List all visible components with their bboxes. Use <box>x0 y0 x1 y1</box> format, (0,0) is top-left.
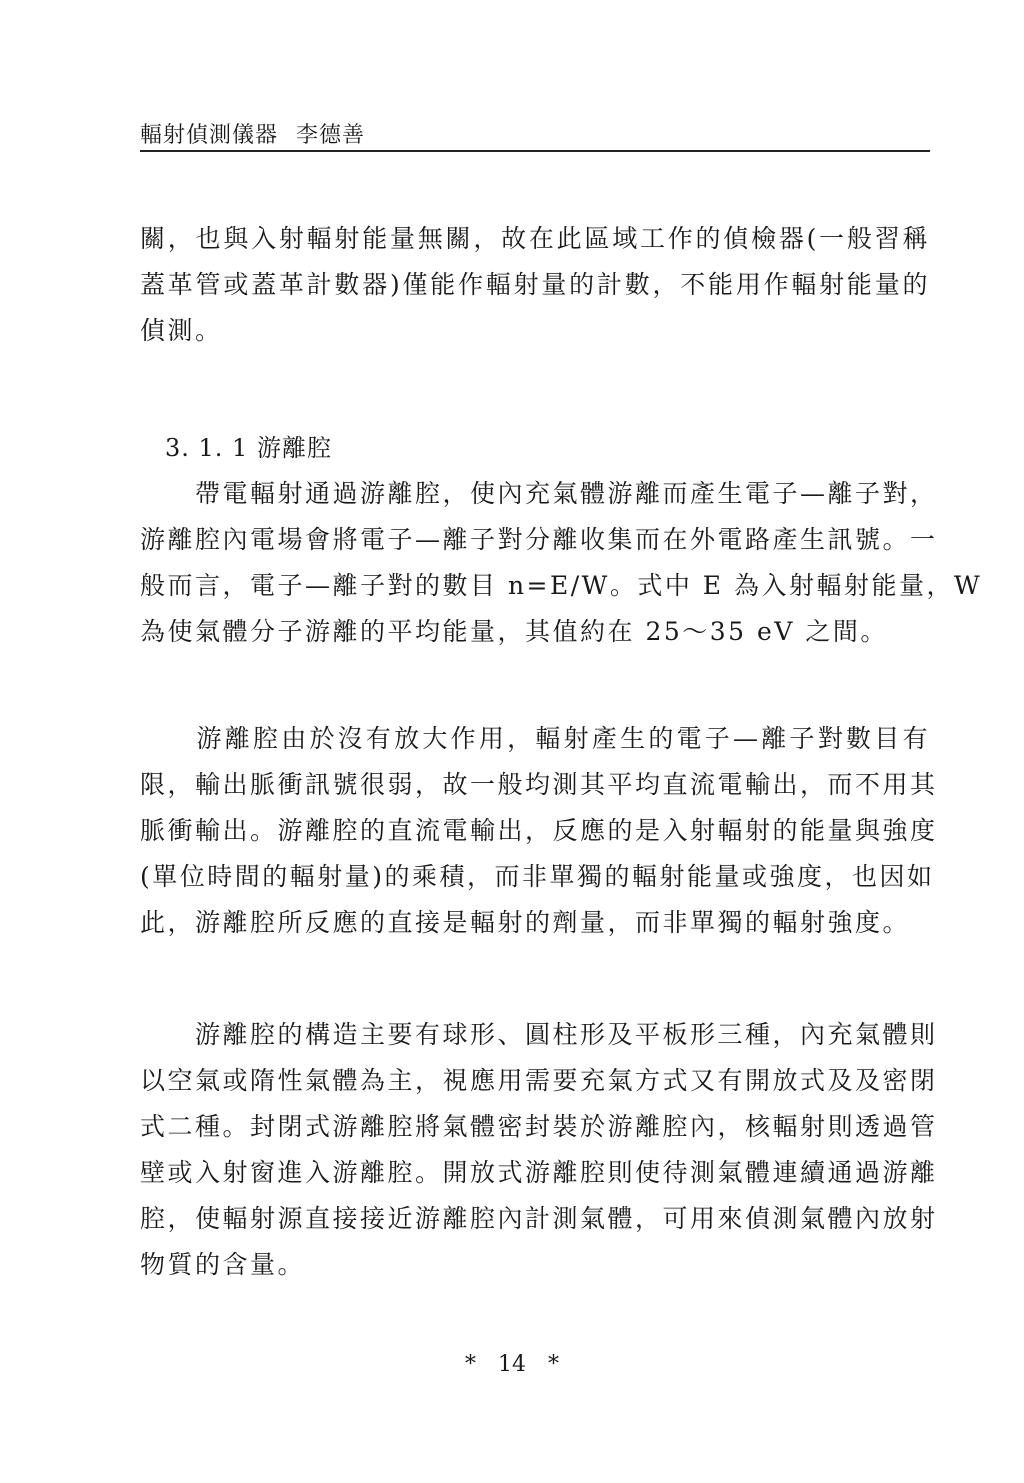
paragraph-line: 壁或入射窗進入游離腔。開放式游離腔則使待測氣體連續通過游離 <box>140 1158 938 1187</box>
intro-paragraph <box>140 216 930 354</box>
paragraph-line: 帶電輻射通過游離腔，使內充氣體游離而產生電子—離子對， <box>140 479 938 508</box>
header-author: 李德善 <box>296 123 366 148</box>
paragraph-line: 以空氣或隋性氣體為主，視應用需要充氣方式又有開放式及及密閉 <box>140 1066 938 1095</box>
page-footer <box>0 1352 1024 1377</box>
paragraph-2 <box>140 716 938 946</box>
paragraph-line: 游離腔由於沒有放大作用，輻射產生的電子—離子對數目有 <box>140 724 930 753</box>
header-title: 輻射偵測儀器 <box>140 123 279 148</box>
paragraph-line: 腔，使輻射源直接接近游離腔內計測氣體，可用來偵測氣體內放射 <box>140 1204 938 1233</box>
intro-line: 蓋革管或蓋革計數器)僅能作輻射量的計數，不能用作輻射能量的 <box>140 270 930 299</box>
paragraph-line: 般而言，電子—離子對的數目 n=E/W。式中 E 為入射輻射能量，W <box>140 571 983 600</box>
paragraph-line: 游離腔的構造主要有球形、圓柱形及平板形三種，內充氣體則 <box>140 1020 938 1049</box>
running-header <box>140 118 365 149</box>
intro-line: 偵測。 <box>140 316 223 345</box>
paragraph-line: 物質的含量。 <box>140 1250 306 1279</box>
paragraph-line: 脈衝輸出。游離腔的直流電輸出，反應的是入射輻射的能量與強度 <box>140 816 938 845</box>
paragraph-3 <box>140 1012 938 1288</box>
page-number: 14 <box>498 1352 526 1377</box>
paragraph-line: 此，游離腔所反應的直接是輻射的劑量，而非單獨的輻射強度。 <box>140 908 911 937</box>
paragraph-line: 式二種。封閉式游離腔將氣體密封裝於游離腔內，核輻射則透過管 <box>140 1112 938 1141</box>
paragraph-line: 為使氣體分子游離的平均能量，其值約在 25～35 eV 之間。 <box>140 617 888 646</box>
paragraph-line: 限，輸出脈衝訊號很弱，故一般均測其平均直流電輸出，而不用其 <box>140 770 938 799</box>
paragraph-line: (單位時間的輻射量)的乘積，而非單獨的輻射能量或強度，也因如 <box>140 862 935 891</box>
paragraph-line: 游離腔內電場會將電子—離子對分離收集而在外電路產生訊號。一 <box>140 525 938 554</box>
header-rule <box>140 150 930 152</box>
paragraph-1 <box>140 471 983 655</box>
footer-star-left: * <box>465 1352 476 1377</box>
footer-star-right: * <box>548 1352 559 1377</box>
intro-line: 關，也與入射輻射能量無關，故在此區域工作的偵檢器(一般習稱 <box>140 224 930 253</box>
section-heading: 3. 1. 1 游離腔 <box>165 434 332 462</box>
